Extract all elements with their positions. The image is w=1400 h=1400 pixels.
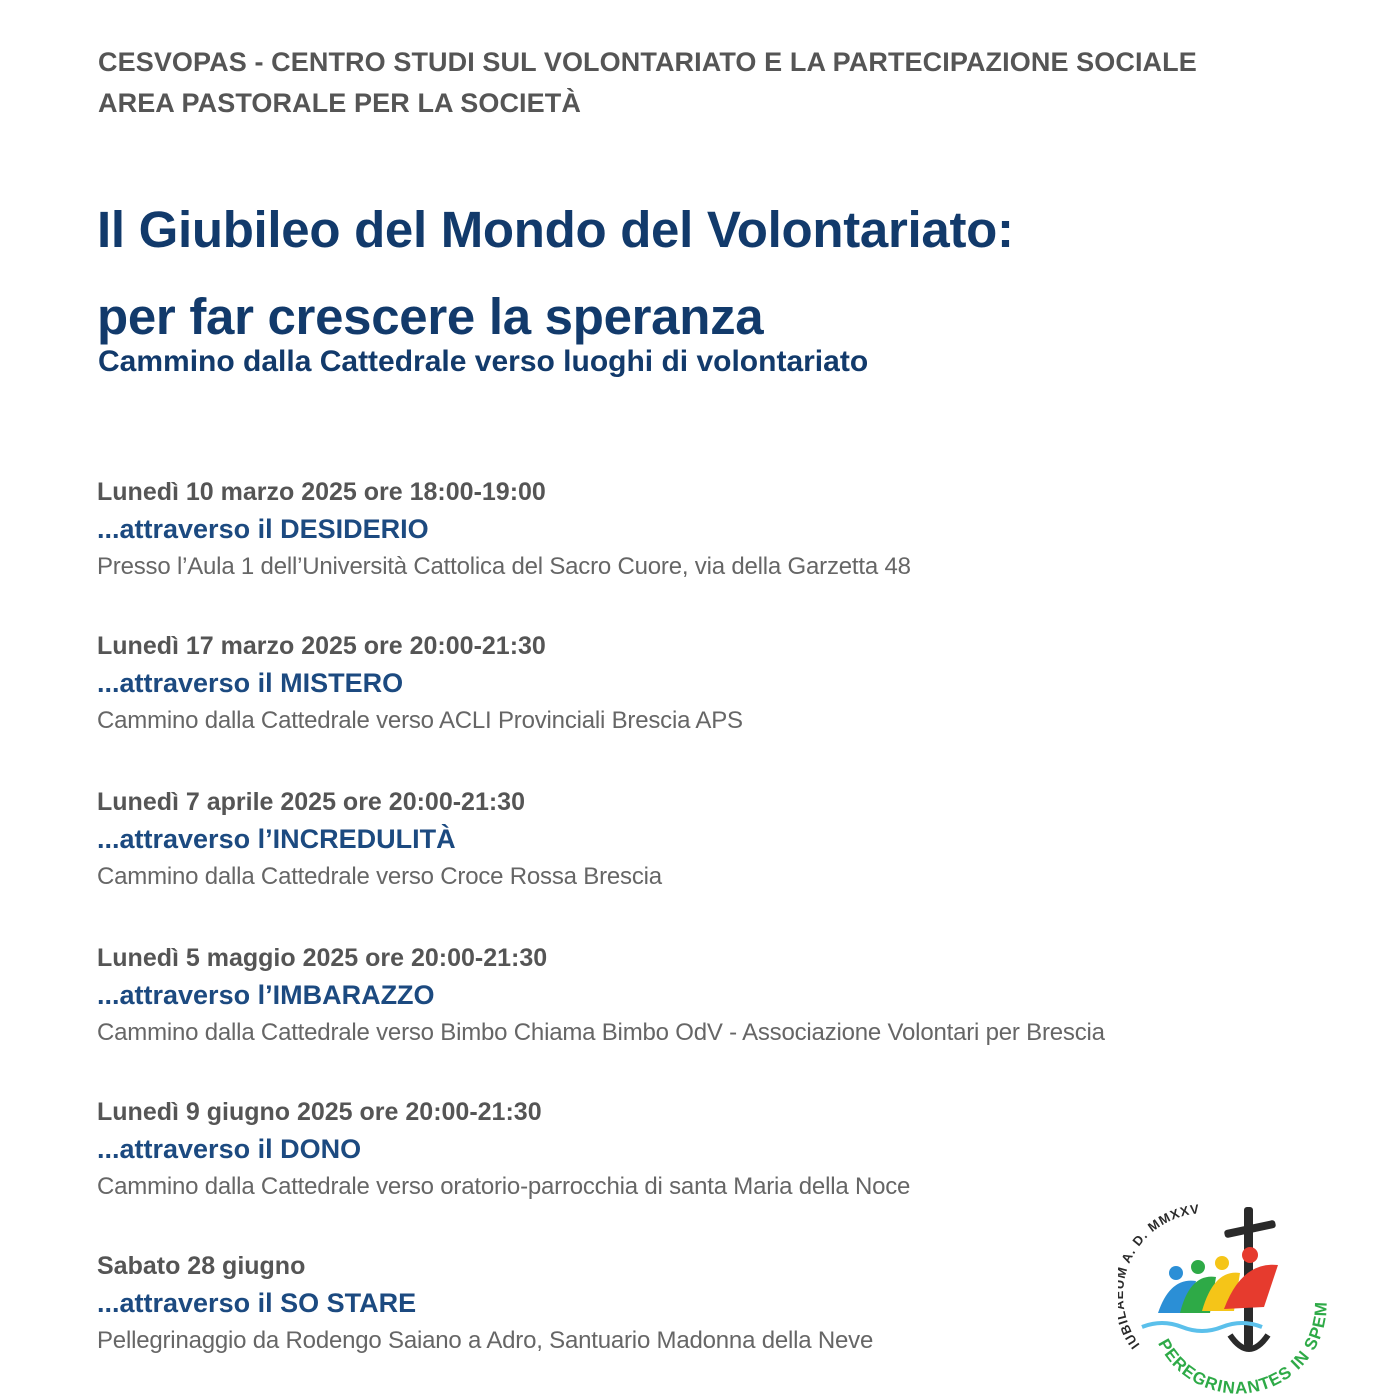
event-place: Cammino dalla Cattedrale verso Croce Rossa Brescia xyxy=(97,863,662,890)
organization-name: CESVOPAS - CENTRO STUDI SUL VOLONTARIATO E LA PARTECIPAZIONE SOCIALE xyxy=(98,47,1197,77)
event-date: Lunedì 5 maggio 2025 ore 20:00-21:30 xyxy=(97,944,548,972)
event-place: Cammino dalla Cattedrale verso oratorio-parrocchia di santa Maria della Noce xyxy=(97,1173,911,1200)
event-theme: ...attraverso il DESIDERIO xyxy=(97,514,429,544)
event-place: Pellegrinaggio da Rodengo Saiano a Adro, Santuario Madonna della Neve xyxy=(97,1327,874,1354)
logo-top-text: IUB A. D. MMXXV xyxy=(1118,1201,1201,1353)
event-theme: ...attraverso l’IMBARAZZO xyxy=(97,980,435,1010)
logo-bottom-text: PEREGRINANTES IN SPE xyxy=(1154,1313,1328,1395)
jubilee-logo xyxy=(1118,1195,1328,1395)
event-date: Lunedì 9 giugno 2025 ore 20:00-21:30 xyxy=(97,1098,542,1126)
event-date: Lunedì 17 marzo 2025 ore 20:00-21:30 xyxy=(97,632,546,660)
event-theme: ...attraverso l’INCREDULITÀ xyxy=(97,824,456,854)
head-blue-icon xyxy=(1169,1266,1183,1280)
title-line-1: Il Giubileo del Mondo del Volontariato: xyxy=(97,201,1014,258)
event-item xyxy=(97,628,1247,739)
event-date: Lunedì 7 aprile 2025 ore 20:00-21:30 xyxy=(97,788,525,816)
event-item xyxy=(97,474,1247,585)
event-theme: ...attraverso il DONO xyxy=(97,1134,362,1164)
event-theme: ...attraverso il SO STARE xyxy=(97,1288,417,1318)
page-subtitle: Cammino dalla Cattedrale verso luoghi di volontariato xyxy=(98,345,869,378)
event-item xyxy=(97,784,1247,895)
jubilee-logo-graphic xyxy=(1118,1195,1328,1395)
event-date: Lunedì 10 marzo 2025 ore 18:00-19:00 xyxy=(97,478,546,506)
event-theme: ...attraverso il MISTERO xyxy=(97,668,404,698)
head-yellow-icon xyxy=(1215,1256,1229,1270)
event-item xyxy=(97,940,1247,1051)
event-place: Presso l’Aula 1 dell’Università Cattolica del Sacro Cuore, via della Garzetta 48 xyxy=(97,553,911,580)
head-red-icon xyxy=(1242,1247,1258,1263)
page-title xyxy=(97,186,1014,360)
title-line-2: per far crescere la speranza xyxy=(97,288,764,345)
event-place: Cammino dalla Cattedrale verso ACLI Provinciali Brescia APS xyxy=(97,707,743,734)
event-place: Cammino dalla Cattedrale verso Bimbo Chiama Bimbo OdV - Associazione Volontari per Brescia xyxy=(97,1019,1105,1046)
organization-header xyxy=(98,42,1197,124)
organization-area: AREA PASTORALE PER LA SOCIETÀ xyxy=(98,88,581,118)
event-date: Sabato 28 giugno xyxy=(97,1252,306,1280)
event-item xyxy=(97,1094,1247,1205)
event-item xyxy=(97,1248,1247,1359)
head-green-icon xyxy=(1191,1260,1205,1274)
